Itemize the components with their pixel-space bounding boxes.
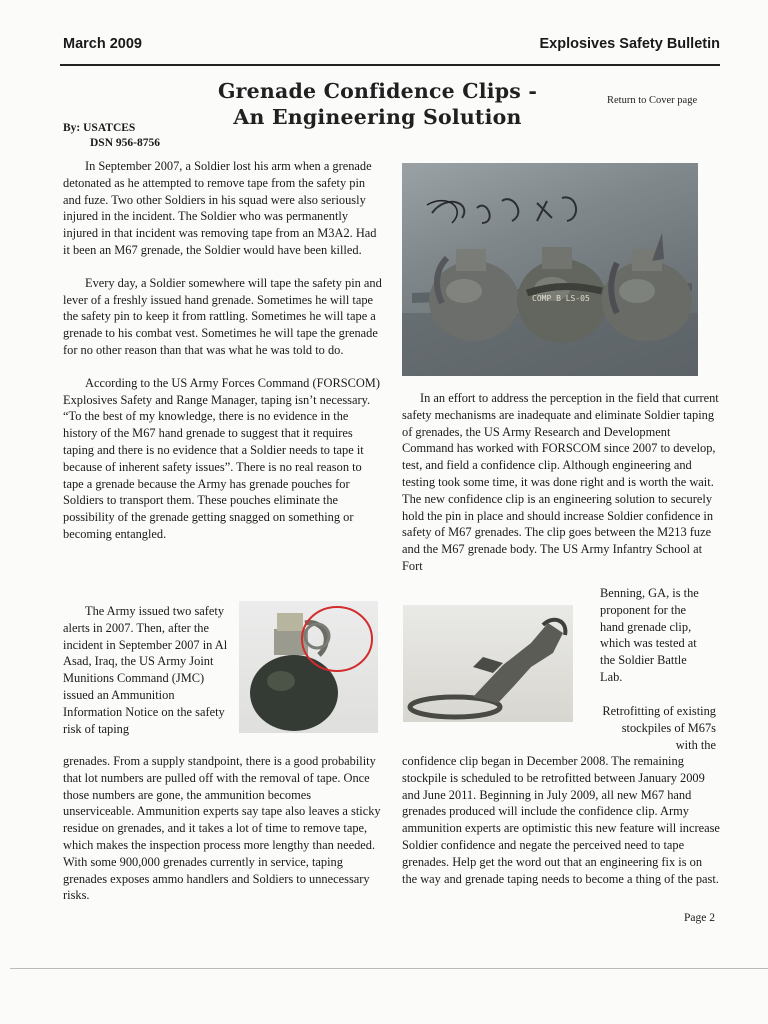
- paragraph-3: According to the US Army Forces Command (FORSCOM) Explosives Safety and Range Manager, taping isn’t necessary. “To the best of my knowledge, there is no evidence in the history of the M67 hand grenade to suggest that it requires taping and there is no evidence that a Soldier needs to tape it because of inherent safety issues”. There is no real reason to tape a grenade because the Army has grenade pouches for Soldiers to transport them. These pouches eliminate the possibility of the grenade getting snagged on something or becoming entangled.: [63, 375, 380, 541]
- wrap-line: hand grenade clip,: [600, 619, 692, 634]
- footer-rule: [10, 968, 768, 969]
- paragraph-6-continued: [402, 753, 720, 887]
- header-date: March 2009: [63, 36, 142, 52]
- header-publication: Explosives Safety Bulletin: [539, 36, 720, 52]
- wrap-line: Benning, GA, is the: [600, 586, 699, 600]
- wrap-line: proponent for the: [600, 602, 687, 617]
- byline-dsn: DSN 956-8756: [90, 137, 160, 149]
- left-column: [63, 158, 385, 543]
- wrap-line: the Soldier Battle: [600, 653, 687, 668]
- confidence-clip-photo: [403, 605, 573, 722]
- paragraph-4-rest: grenades. From a supply standpoint, there is a good probability that lot numbers are pulled off with the removal of tape. Once those numbers are gone, the ammunition becomes unserviceable. Ammunition experts say tape also leaves a sticky residue on grenades, and it takes a lot of time to remove tape, which makes the inspection process more lengthy than needed. With some 900,000 grenades currently in service, taping grenades exposes ammo handlers and Soldiers to unnecessary risks.: [63, 754, 381, 903]
- paragraph-4-wrapped: [63, 603, 235, 737]
- single-grenade-photo: [239, 601, 378, 733]
- byline: [63, 121, 160, 151]
- title-line-1: Grenade Confidence Clips -: [217, 79, 538, 103]
- paragraph-4-start: The Army issued two safety alerts in 2007. Then, after the incident in September 2007 in Al Asad, Iraq, the US Army Joint Munitions Command (JMC) issued an Ammunition Information Notice on the safety risk of taping: [63, 604, 228, 736]
- return-to-cover-link[interactable]: Return to Cover page: [607, 95, 698, 106]
- grenades-with-clips-photo: [402, 163, 698, 376]
- paragraph-4-continued: [63, 753, 385, 904]
- paragraph-6-rest: confidence clip began in December 2008. The remaining stockpile is scheduled to be retrofitted between January 2009 and June 2011. Beginning in July 2009, all new M67 hand grenades produced will include the confidence clip. Army ammunition experts are optimistic this new feature will increase Soldier confidence and negate the perceived need to tape grenades. Help get the word out that an engineering fix is on the way and grenade taping needs to become a thing of the past.: [402, 754, 720, 886]
- wrap-line: Lab.: [600, 669, 623, 684]
- paragraph-6-start: Retrofitting of existing stockpiles of M67s with the: [602, 704, 716, 752]
- page-number: Page 2: [684, 912, 715, 924]
- grenade-marking: COMP B LS-05: [532, 294, 590, 303]
- title-line-2: An Engineering Solution: [233, 105, 522, 129]
- paragraph-5: In an effort to address the perception in the field that current safety mechanisms are inadequate and eliminate Soldier taping of grenades, the US Army Research and Development Command has worked with FORSCOM since 2007 to develop, test, and field a confidence clip. Although engineering and testing took some time, it was done right and is worth the wait. The new confidence clip is an engineering solution to securely hold the pin in place and should increase Soldier confidence in safety of M67 grenades. The clip goes between the M213 fuze and the M67 grenade body. The US Army Infantry School at Fort: [402, 391, 719, 573]
- paragraph-2: Every day, a Soldier somewhere will tape the safety pin and lever of a freshly issued hand grenade. Sometimes he will tape the safety pin to keep it from rattling. Sometimes he will tape a grenade to his combat vest. Sometimes he will tape the grenade for no other reason than that was what he was told to do.: [63, 275, 382, 357]
- header-rule: [60, 64, 720, 66]
- wrap-line: which was tested at: [600, 636, 697, 651]
- byline-author: By: USATCES: [63, 122, 136, 134]
- article-title: [190, 78, 565, 130]
- paragraph-1: In September 2007, a Soldier lost his arm when a grenade detonated as he attempted to remove tape from the safety pin and fuze. Two other Soldiers in his squad were also seriously injured in the incident. The Soldier who was permanently injured in that incident was removing tape from an M3A2. Had it been an M67 grenade, the Soldier would have been killed.: [63, 159, 377, 257]
- right-column-paragraph: [402, 390, 720, 575]
- paragraph-5-wrapped-lines: [600, 585, 722, 686]
